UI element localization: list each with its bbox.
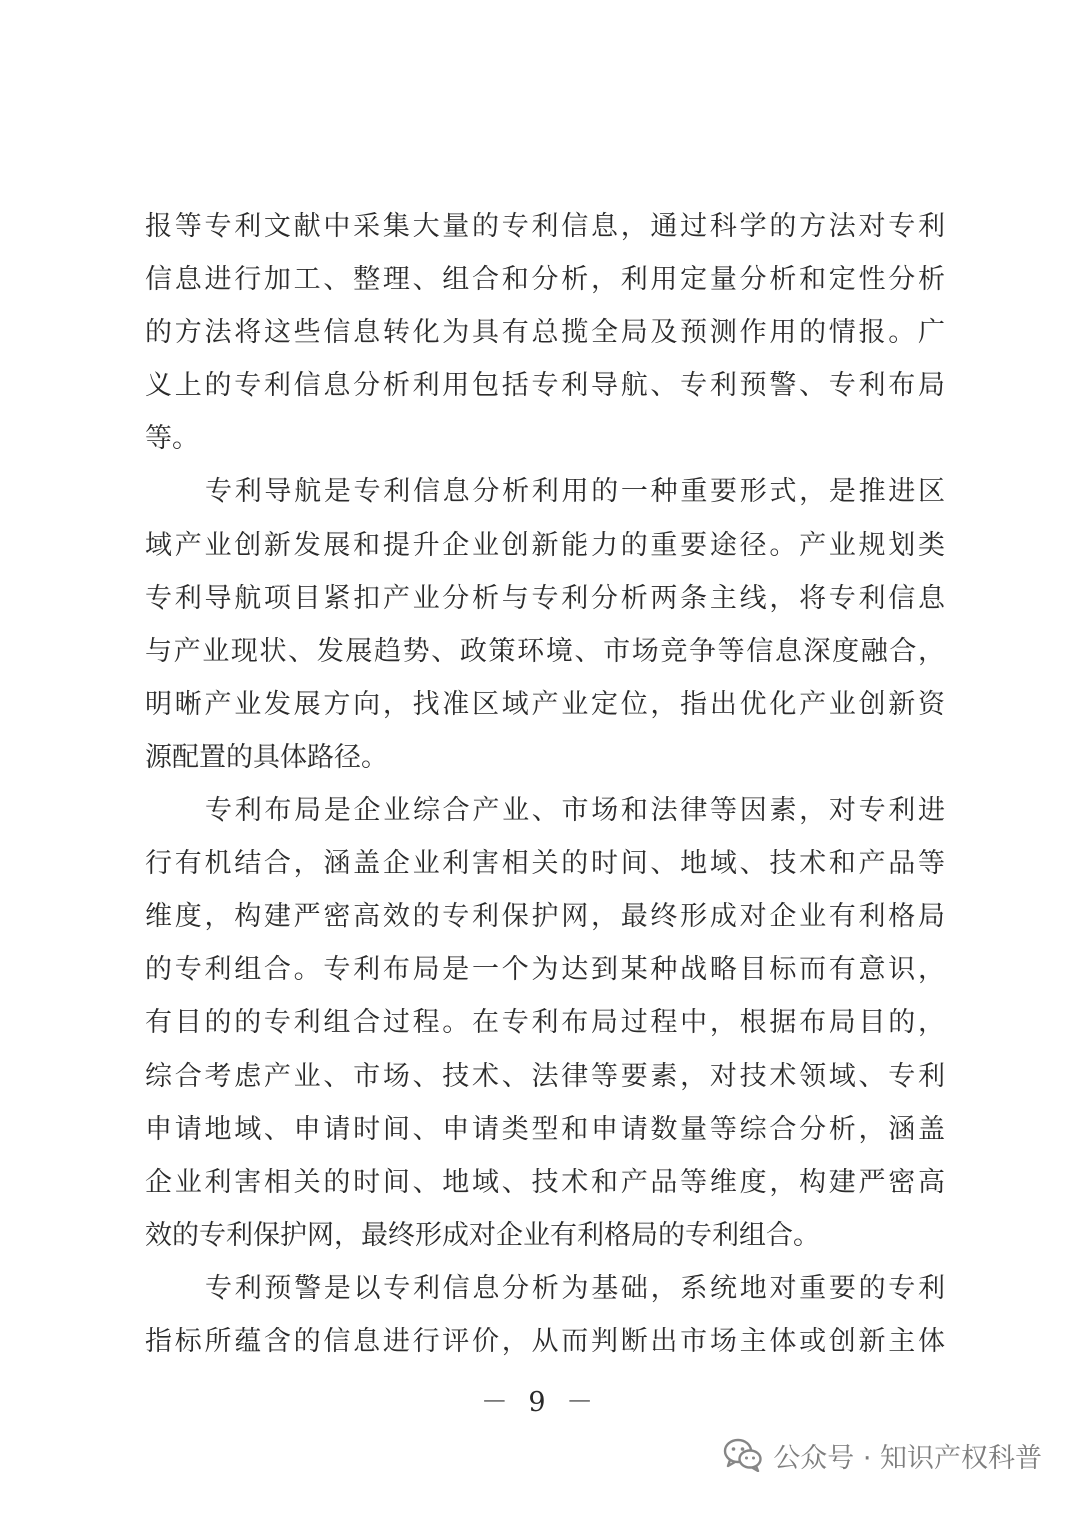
text-line: 的方法将这些信息转化为具有总揽全局及预测作用的情报。广 bbox=[145, 317, 945, 349]
page-number: － 9 － bbox=[480, 1387, 600, 1418]
text-line: 行有机结合，涵盖企业利害相关的时间、地域、技术和产品等 bbox=[145, 848, 945, 880]
text-line: 专利布局是企业综合产业、市场和法律等因素，对专利进 bbox=[205, 795, 945, 827]
text-line: 等。 bbox=[145, 423, 199, 455]
watermark bbox=[723, 1431, 1042, 1479]
text-line: 义上的专利信息分析利用包括专利导航、专利预警、专利布局 bbox=[145, 370, 945, 402]
watermark-text: 公众号 · 知识产权科普 bbox=[773, 1442, 1042, 1474]
text-line: 指标所蕴含的信息进行评价，从而判断出市场主体或创新主体 bbox=[145, 1325, 945, 1357]
body-text bbox=[145, 200, 945, 1368]
text-line: 专利导航项目紧扣产业分析与专利分析两条主线，将专利信息 bbox=[145, 582, 945, 614]
text-line: 与产业现状、发展趋势、政策环境、市场竞争等信息深度融合， bbox=[145, 635, 945, 667]
text-line: 效的专利保护网，最终形成对企业有利格局的专利组合。 bbox=[145, 1219, 820, 1251]
text-line: 信息进行加工、整理、组合和分析，利用定量分析和定性分析 bbox=[145, 264, 945, 296]
text-line: 维度，构建严密高效的专利保护网，最终形成对企业有利格局 bbox=[145, 901, 945, 933]
text-line: 的专利组合。专利布局是一个为达到某种战略目标而有意识， bbox=[145, 954, 945, 986]
text-line: 有目的的专利组合过程。在专利布局过程中，根据布局目的， bbox=[145, 1007, 945, 1039]
text-line: 报等专利文献中采集大量的专利信息，通过科学的方法对专利 bbox=[145, 211, 945, 242]
text-line: 明晰产业发展方向，找准区域产业定位，指出优化产业创新资 bbox=[145, 688, 945, 720]
text-line: 源配置的具体路径。 bbox=[145, 741, 388, 773]
text-line: 综合考虑产业、市场、技术、法律等要素，对技术领域、专利 bbox=[145, 1060, 945, 1092]
text-line: 企业利害相关的时间、地域、技术和产品等维度，构建严密高 bbox=[145, 1166, 945, 1198]
text-line: 专利导航是专利信息分析利用的一种重要形式，是推进区 bbox=[205, 476, 945, 508]
wechat-icon bbox=[723, 1438, 763, 1472]
text-line: 域产业创新发展和提升企业创新能力的重要途径。产业规划类 bbox=[145, 529, 945, 561]
text-line: 专利预警是以专利信息分析为基础，系统地对重要的专利 bbox=[205, 1272, 945, 1304]
text-line: 申请地域、申请时间、申请类型和申请数量等综合分析，涵盖 bbox=[145, 1113, 945, 1145]
